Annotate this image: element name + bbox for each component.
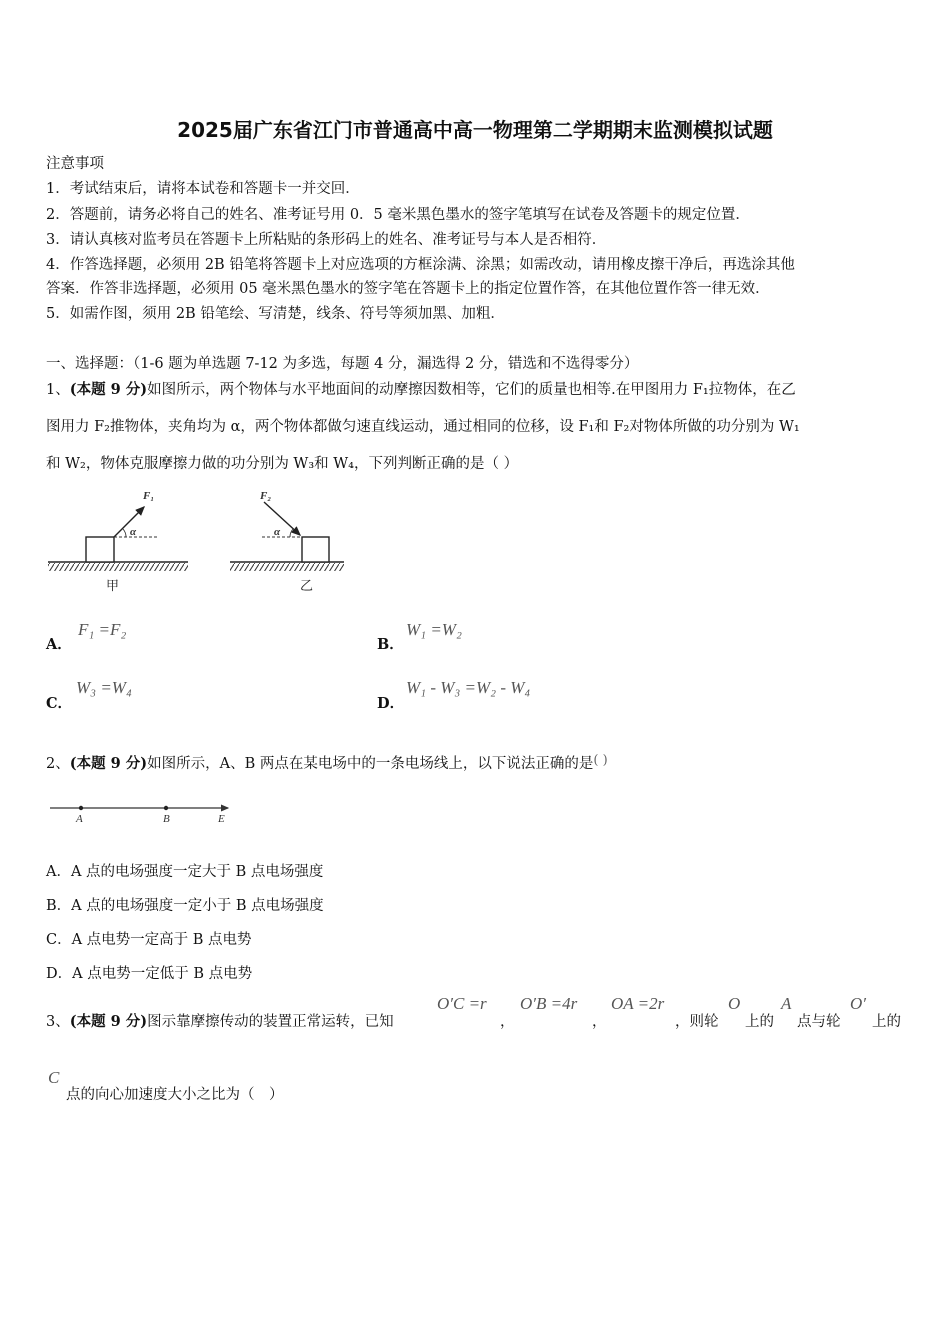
block-left: [86, 537, 114, 562]
q1-figure: [44, 484, 344, 596]
option-c-letter: C．: [46, 695, 73, 712]
q3-formula-ob: O′B =4r: [520, 994, 578, 1013]
block-right: [302, 537, 329, 562]
notice-item: 4．作答选择题，必须用 2B 铅笔将答题卡上对应选项的方框涂满、涂黑；如需改动，请用橡皮擦干净后，再选涂其他: [46, 257, 795, 273]
notice-item: 3．请认真核对监考员在答题卡上所粘贴的条形码上的姓名、准考证号与本人是否相符．: [46, 232, 607, 248]
question-score: (本题 9 分): [69, 381, 148, 398]
q3-text: ，则轮: [675, 1014, 719, 1030]
option-b-formula: W₁ =W₂: [406, 620, 462, 639]
point-b: [164, 806, 168, 810]
question-3-start: [46, 1010, 394, 1031]
q3-text: 上的: [872, 1014, 901, 1030]
option-c-formula: W₃ =W₄: [76, 678, 132, 697]
question-1-line-1: [46, 378, 796, 399]
angle-arc-right: [290, 529, 293, 537]
q3-comma: ，: [500, 1014, 515, 1030]
q3-text: 点与轮: [797, 1014, 841, 1030]
question-text: 图示靠摩擦传动的装置正常运转，已知: [147, 1014, 394, 1030]
q2-field-line-figure: [44, 798, 244, 828]
question-score: (本题 9 分): [69, 1013, 148, 1030]
notice-item: 答案．作答非选择题，必须用 05 毫米黑色墨水的签字笔在答题卡上的指定位置作答，在其他位置作答一律无效．: [46, 281, 770, 297]
f1-label: F₁: [143, 490, 155, 502]
figure-label-jia: 甲: [106, 579, 120, 594]
question-text: 如图所示，两个物体与水平地面间的动摩擦因数相等，它们的质量也相等.在甲图用力 F₁拉物体，在乙: [147, 382, 796, 398]
notice-item: 1．考试结束后，请将本试卷和答题卡一并交回．: [46, 181, 360, 197]
point-a: [79, 806, 83, 810]
section-heading: 一、选择题：（1-6 题为单选题 7-12 为多选，每题 4 分，漏选得 2 分，错选和不选得零分）: [46, 356, 639, 372]
angle-arc-left: [123, 529, 126, 537]
q3-formula-oc: O′C =r: [437, 994, 487, 1013]
force-arrow-f2: [264, 502, 300, 535]
q2-option-b: B．A 点的电场强度一定小于 B 点电场强度: [46, 898, 324, 914]
notice-item: 5．如需作图，须用 2B 铅笔绘、写清楚，线条、符号等须加黑、加粗．: [46, 306, 505, 322]
q3-formula-oa: OA =2r: [611, 994, 665, 1013]
question-score: (本题 9 分): [69, 755, 148, 772]
q2-option-c: C．A 点电势一定高于 B 点电势: [46, 932, 252, 948]
question-1-line-2: 图用力 F₂推物体，夹角均为 α，两个物体都做匀速直线运动，通过相同的位移，设 F₁和 F₂对物体所做的功分别为 W₁: [46, 419, 800, 435]
question-text: 如图所示，A、B 两点在某电场中的一条电场线上，以下说法正确的是: [147, 756, 594, 772]
option-b-letter: B．: [377, 636, 404, 653]
answer-parentheses: ( ): [593, 753, 608, 768]
force-arrow-f1: [114, 507, 144, 537]
q3-symbol-a: A: [781, 994, 792, 1013]
label-b: B: [163, 813, 170, 825]
option-d-formula: W₁ - W₃ =W₂ - W₄: [406, 678, 531, 697]
question-2-line: [46, 752, 608, 773]
ground-hatch-right: [230, 563, 344, 571]
ground-hatch-left: [48, 563, 188, 571]
q3-text-end: 点的向心加速度大小之比为（ ）: [66, 1087, 284, 1103]
q2-option-d: D．A 点电势一定低于 B 点电势: [46, 966, 253, 982]
alpha-label-left: α: [130, 526, 137, 538]
figure-label-yi: 乙: [300, 579, 314, 594]
option-d-letter: D．: [377, 695, 405, 712]
option-a-formula: F₁ =F₂: [78, 620, 127, 639]
q3-symbol-c: C: [48, 1068, 60, 1087]
q3-symbol-o: O: [728, 994, 741, 1013]
option-a-letter: A．: [46, 636, 72, 653]
question-number: 1、: [46, 382, 70, 398]
page-title: 2025届广东省江门市普通高中高一物理第二学期期末监测模拟试题: [177, 118, 773, 142]
notice-heading: 注意事项: [46, 156, 104, 172]
q3-comma: ，: [592, 1014, 607, 1030]
label-a: A: [76, 813, 83, 825]
notice-item: 2．答题前，请务必将自己的姓名、准考证号用 0．5 毫米黑色墨水的签字笔填写在试卷及答题卡的规定位置．: [46, 207, 750, 223]
alpha-label-right: α: [274, 526, 281, 538]
question-1-line-3: 和 W₂，物体克服摩擦力做的功分别为 W₃和 W₄，下列判断正确的是（ ）: [46, 456, 519, 472]
q3-text: 上的: [745, 1014, 774, 1030]
q3-symbol-oprime: O′: [850, 994, 866, 1013]
question-number: 3、: [46, 1014, 70, 1030]
question-number: 2、: [46, 756, 70, 772]
f2-label: F₂: [260, 490, 272, 502]
q2-option-a: A．A 点的电场强度一定大于 B 点电场强度: [46, 864, 324, 880]
label-e: E: [218, 813, 225, 825]
